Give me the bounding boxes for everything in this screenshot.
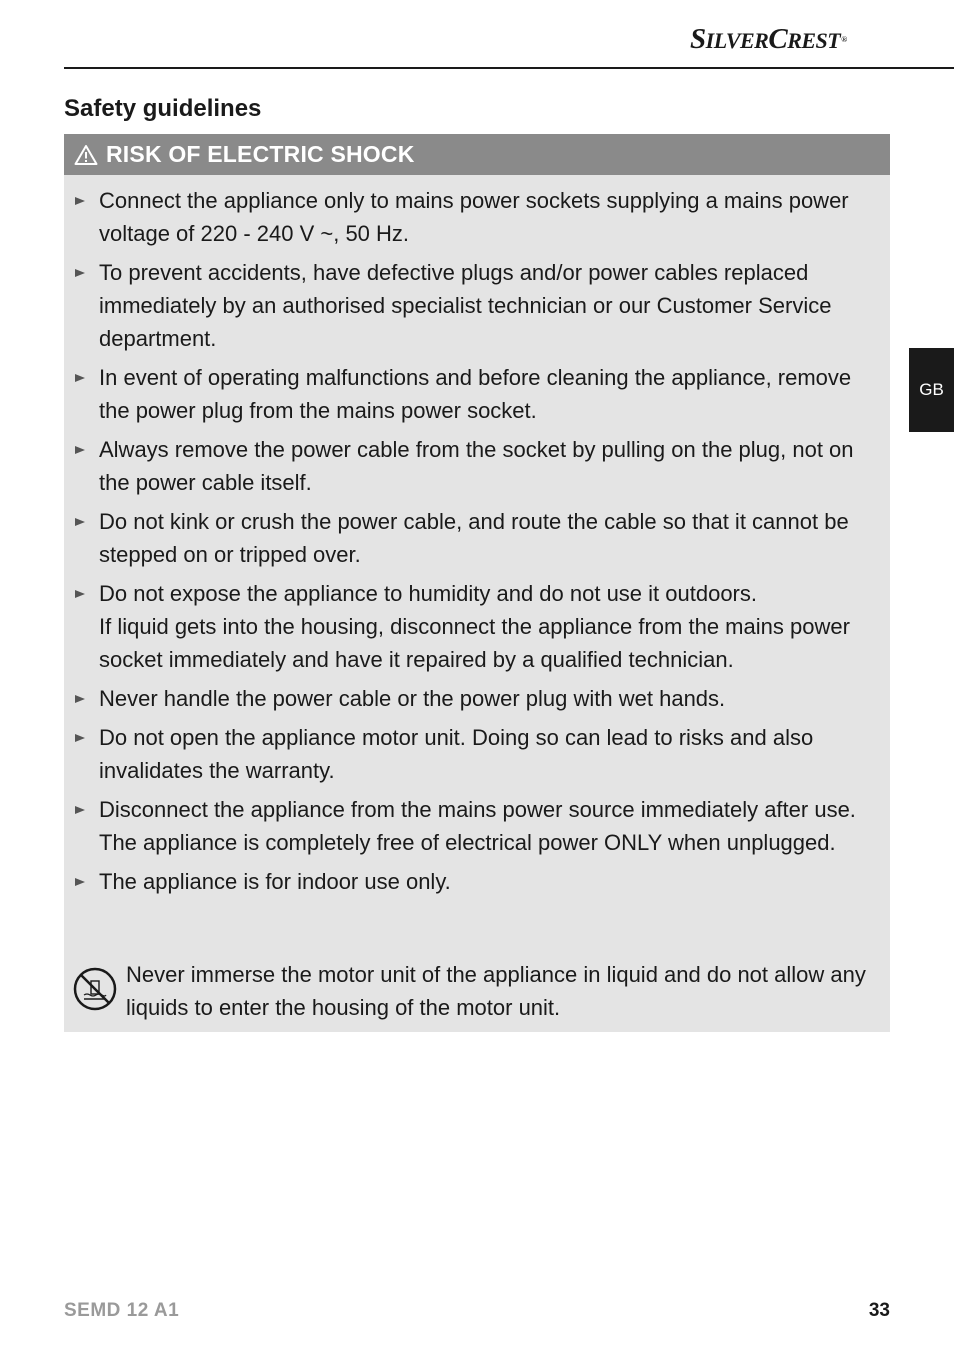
list-item-text: Always remove the power cable from the socket by pulling on the plug, not on the power cable itself.	[99, 437, 854, 495]
list-item-text: Do not kink or crush the power cable, and route the cable so that it cannot be stepped on or tripped over.	[99, 509, 849, 567]
list-item-text: Do not open the appliance motor unit. Doing so can lead to risks and also invalidates the warranty.	[99, 725, 814, 783]
list-item	[64, 682, 890, 715]
model-number: SEMD 12 A1	[64, 1300, 180, 1321]
list-item-text: To prevent accidents, have defective plugs and/or power cables replaced immediately by an authorised specialist technician or our Customer Service department.	[99, 260, 832, 351]
list-item-text: Connect the appliance only to mains power sockets supplying a mains power voltage of 220 - 240 V ~, 50 Hz.	[99, 188, 849, 246]
warning-panel	[64, 134, 890, 1032]
bullet-arrow-icon	[75, 518, 85, 526]
brand-logo: SILVERCREST®	[690, 23, 847, 55]
bullet-arrow-icon	[75, 374, 85, 382]
header-rule	[64, 67, 954, 69]
list-item	[64, 184, 890, 250]
immersion-note	[72, 958, 884, 1024]
warning-header	[64, 134, 890, 175]
bullet-arrow-icon	[75, 197, 85, 205]
bullet-arrow-icon	[75, 695, 85, 703]
list-item	[64, 361, 890, 427]
list-item	[64, 721, 890, 787]
section-title: Safety guidelines	[64, 95, 262, 122]
no-immersion-icon	[72, 966, 118, 1012]
safety-list	[64, 175, 890, 898]
page-number: 33	[868, 1300, 890, 1321]
list-item-text: Never handle the power cable or the power plug with wet hands.	[99, 686, 726, 711]
list-item-text: Do not expose the appliance to humidity and do not use it outdoors. If liquid gets into the housing, disconnect the appliance from the mains power socket immediately and have it repaired by a qualified technician.	[99, 581, 850, 672]
bullet-arrow-icon	[75, 878, 85, 886]
warning-triangle-icon	[74, 144, 98, 166]
bullet-arrow-icon	[75, 446, 85, 454]
list-item-text: In event of operating malfunctions and before cleaning the appliance, remove the power plug from the mains power socket.	[99, 365, 852, 423]
list-item-text: Disconnect the appliance from the mains power source immediately after use. The appliance is completely free of electrical power ONLY when unplugged.	[99, 797, 856, 855]
warning-title: RISK OF ELECTRIC SHOCK	[106, 141, 415, 167]
bullet-arrow-icon	[75, 734, 85, 742]
language-tab	[909, 348, 954, 432]
language-tab-label: GB	[919, 380, 944, 399]
bullet-arrow-icon	[75, 806, 85, 814]
list-item	[64, 865, 890, 898]
list-item	[64, 577, 890, 676]
note-text: Never immerse the motor unit of the appliance in liquid and do not allow any liquids to enter the housing of the motor unit.	[126, 962, 866, 1020]
list-item	[64, 433, 890, 499]
list-item-text: The appliance is for indoor use only.	[99, 869, 451, 894]
list-item	[64, 505, 890, 571]
list-item	[64, 256, 890, 355]
bullet-arrow-icon	[75, 590, 85, 598]
bullet-arrow-icon	[75, 269, 85, 277]
list-item	[64, 793, 890, 859]
